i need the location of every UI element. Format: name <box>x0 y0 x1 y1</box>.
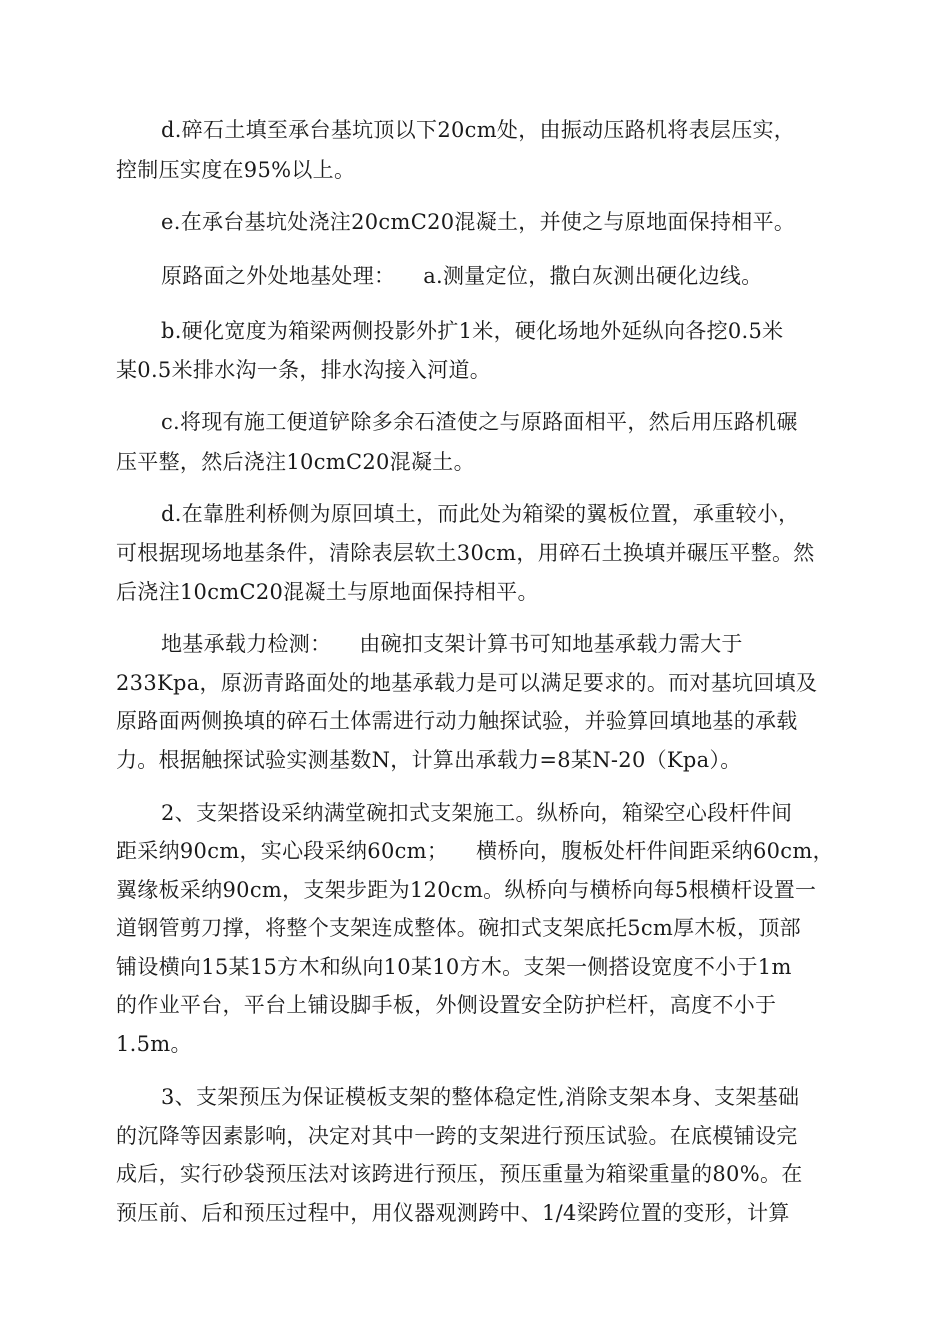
text-line: 距采纳90cm，实心段采纳60cm； 横桥向，腹板处杆件间距采纳60cm， <box>116 839 834 863</box>
text-line: 3、支架预压为保证模板支架的整体稳定性,消除支架本身、支架基础 <box>161 1085 800 1109</box>
text-line: 预压前、后和预压过程中，用仪器观测跨中、1/4梁跨位置的变形，计算 <box>116 1201 790 1225</box>
text-line: e.在承台基坑处浇注20cmC20混凝土，并使之与原地面保持相平。 <box>161 210 796 234</box>
text-line: b.硬化宽度为箱梁两侧投影外扩1米，硬化场地外延纵向各挖0.5米 <box>161 319 784 343</box>
text-line: 的沉降等因素影响，决定对其中一跨的支架进行预压试验。在底模铺设完 <box>116 1124 798 1148</box>
text-line: 压平整，然后浇注10cmC20混凝土。 <box>116 450 475 474</box>
text-line: c.将现有施工便道铲除多余石渣使之与原路面相平，然后用压路机碾 <box>161 410 798 434</box>
text-line: 地基承载力检测： 由碗扣支架计算书可知地基承载力需大于 <box>161 632 743 656</box>
text-line: 原路面两侧换填的碎石土体需进行动力触探试验，并验算回填地基的承载 <box>116 709 798 733</box>
text-line: 233Kpa，原沥青路面处的地基承载力是可以满足要求的。而对基坑回填及 <box>116 671 818 695</box>
text-line: d.在靠胜利桥侧为原回填土，而此处为箱梁的翼板位置，承重较小， <box>161 502 800 526</box>
text-line: d.碎石土填至承台基坑顶以下20cm处，由振动压路机将表层压实， <box>161 118 796 142</box>
text-line: 原路面之外处地基处理： a.测量定位，撒白灰测出硬化边线。 <box>161 264 763 288</box>
text-line: 成后，实行砂袋预压法对该跨进行预压，预压重量为箱梁重量的80%。在 <box>116 1162 803 1186</box>
text-line: 的作业平台，平台上铺设脚手板，外侧设置安全防护栏杆，高度不小于 <box>116 993 777 1017</box>
text-line: 力。根据触探试验实测基数N，计算出承载力=8某N-20（Kpa）。 <box>116 748 742 772</box>
text-line: 2、支架搭设采纳满堂碗扣式支架施工。纵桥向，箱梁空心段杆件间 <box>161 801 793 825</box>
text-line: 1.5m。 <box>116 1032 192 1056</box>
text-line: 某0.5米排水沟一条，排水沟接入河道。 <box>116 358 492 382</box>
text-line: 控制压实度在95%以上。 <box>116 158 356 182</box>
text-line: 翼缘板采纳90cm，支架步距为120cm。纵桥向与横桥向每5根横杆设置一 <box>116 878 817 902</box>
text-line: 后浇注10cmC20混凝土与原地面保持相平。 <box>116 580 539 604</box>
text-line: 可根据现场地基条件，清除表层软土30cm，用碎石土换填并碾压平整。然 <box>116 541 815 565</box>
text-line: 道钢管剪刀撑，将整个支架连成整体。碗扣式支架底托5cm厚木板，顶部 <box>116 916 801 940</box>
text-line: 铺设横向15某15方木和纵向10某10方木。支架一侧搭设宽度不小于1m <box>116 955 792 979</box>
